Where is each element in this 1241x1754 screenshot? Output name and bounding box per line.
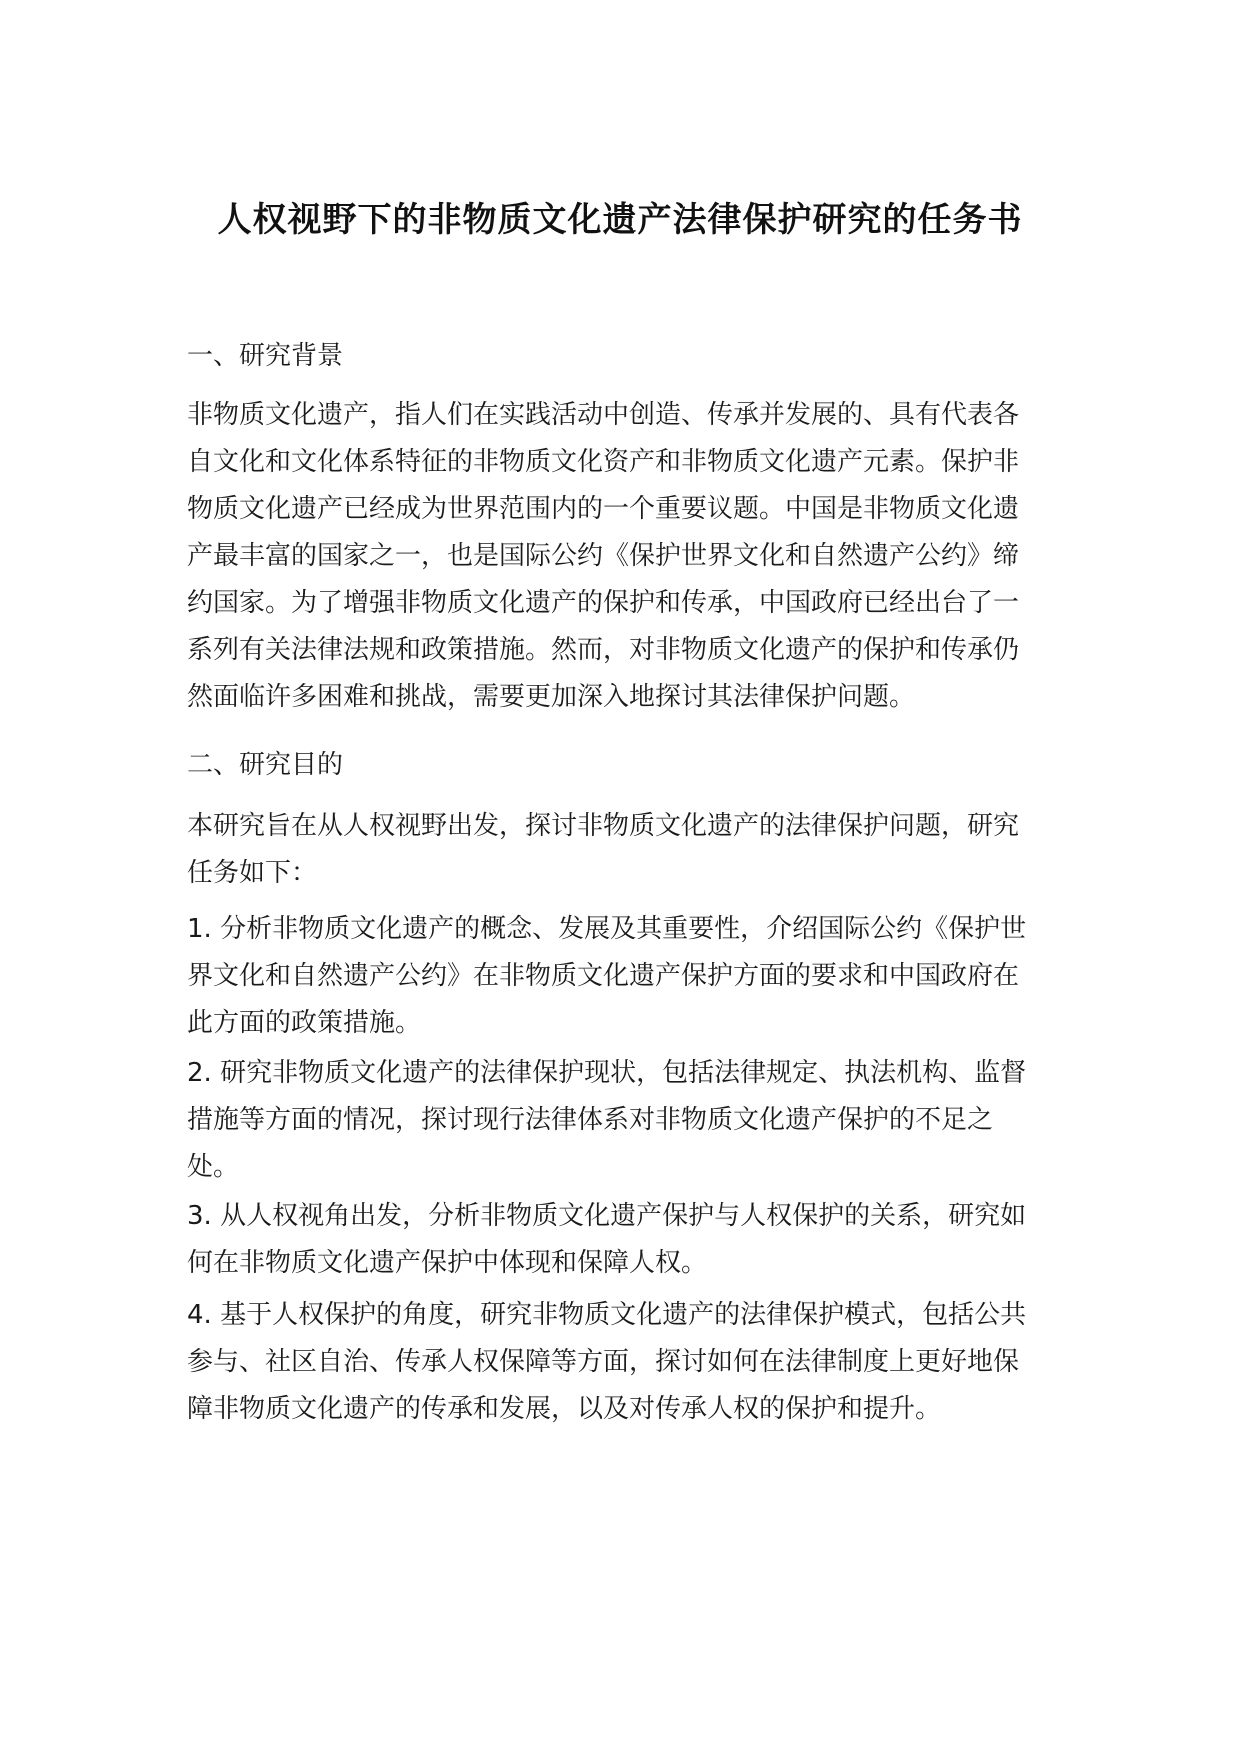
section-heading-purpose: 二、研究目的 xyxy=(187,750,344,780)
task-item-3: 3. 从人权视角出发，分析非物质文化遗产保护与人权保护的关系，研究如何在非物质文化遗产保护中体现和保障人权。 xyxy=(187,1201,1027,1278)
background-paragraph: 非物质文化遗产，指人们在实践活动中创造、传承并发展的、具有代表各自文化和文化体系特征的非物质文化资产和非物质文化遗产元素。保护非物质文化遗产已经成为世界范围内的一个重要议题。中国是非物质文化遗产最丰富的国家之一，也是国际公约《保护世界文化和自然遗产公约》缔约国家。为了增强非物质文化遗产的保护和传承，中国政府已经出台了一系列有关法律法规和政策措施。然而，对非物质文化遗产的保护和传承仍然面临许多困难和挑战，需要更加深入地探讨其法律保护问题。 xyxy=(187,400,1020,712)
task-item-4: 4. 基于人权保护的角度，研究非物质文化遗产的法律保护模式，包括公共参与、社区自治、传承人权保障等方面，探讨如何在法律制度上更好地保障非物质文化遗产的传承和发展，以及对传承人权的保护和提升。 xyxy=(187,1300,1027,1424)
purpose-intro-paragraph: 本研究旨在从人权视野出发，探讨非物质文化遗产的法律保护问题，研究任务如下： xyxy=(187,811,1020,888)
task-item-1: 1. 分析非物质文化遗产的概念、发展及其重要性，介绍国际公约《保护世界文化和自然遗产公约》在非物质文化遗产保护方面的要求和中国政府在此方面的政策措施。 xyxy=(187,914,1027,1038)
task-item-2: 2. 研究非物质文化遗产的法律保护现状，包括法律规定、执法机构、监督措施等方面的情况，探讨现行法律体系对非物质文化遗产保护的不足之处。 xyxy=(187,1058,1027,1182)
section-heading-background: 一、研究背景 xyxy=(187,341,344,371)
document-title: 人权视野下的非物质文化遗产法律保护研究的任务书 xyxy=(217,200,1023,240)
